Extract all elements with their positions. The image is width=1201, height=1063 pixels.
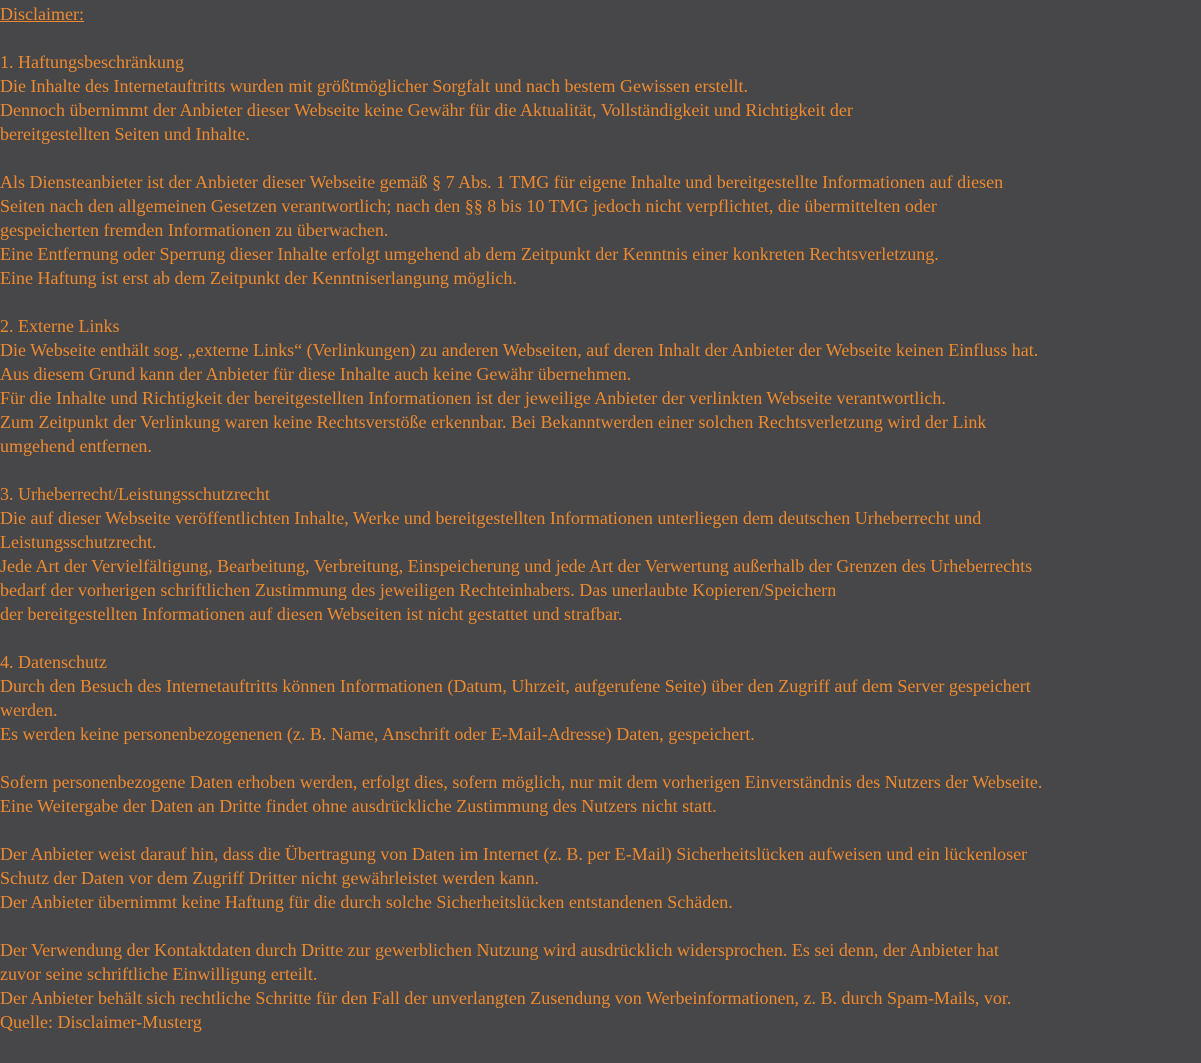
text-line: Der Anbieter weist darauf hin, dass die Übertragung von Daten im Internet (z. B. per E-Mail) Sicherheitslücken aufweisen und ein lückenloser — [0, 844, 1028, 864]
paragraph-spacer — [0, 146, 1201, 170]
text-line: 2. Externe Links — [0, 316, 120, 336]
text-line: Schutz der Daten vor dem Zugriff Dritter nicht gewährleistet werden kann. — [0, 868, 539, 888]
text-line: Eine Haftung ist erst ab dem Zeitpunkt der Kenntniserlangung möglich. — [0, 268, 517, 288]
text-line: Aus diesem Grund kann der Anbieter für diese Inhalte auch keine Gewähr übernehmen. — [0, 364, 632, 384]
text-line: Zum Zeitpunkt der Verlinkung waren keine Rechtsverstöße erkennbar. Bei Bekanntwerden einer solchen Rechtsverletzung wird der Link — [0, 412, 987, 432]
paragraph-block — [0, 50, 1201, 146]
text-line: Eine Weitergabe der Daten an Dritte findet ohne ausdrückliche Zustimmung des Nutzers nicht statt. — [0, 796, 717, 816]
text-line: Für die Inhalte und Richtigkeit der bereitgestellten Informationen ist der jeweilige Anbieter der verlinkten Webseite verantwortlich. — [0, 388, 946, 408]
text-line: der bereitgestellten Informationen auf diesen Webseiten ist nicht gestattet und strafbar. — [0, 604, 623, 624]
paragraph-spacer — [0, 746, 1201, 770]
text-line: zuvor seine schriftliche Einwilligung erteilt. — [0, 964, 318, 984]
paragraph-spacer — [0, 26, 1201, 50]
paragraph-block — [0, 314, 1201, 458]
text-line: Als Diensteanbieter ist der Anbieter dieser Webseite gemäß § 7 Abs. 1 TMG für eigene Inhalte und bereitgestellte Informationen auf diesen — [0, 172, 1004, 192]
paragraph-block — [0, 170, 1201, 290]
text-line: Der Anbieter behält sich rechtliche Schritte für den Fall der unverlangten Zusendung von Werbeinformationen, z. B. durch Spam-Mails, vor. — [0, 988, 1012, 1008]
text-line: Durch den Besuch des Internetauftritts können Informationen (Datum, Uhrzeit, aufgerufene Seite) über den Zugriff auf dem Server gespeichert — [0, 676, 1031, 696]
text-line: Eine Entfernung oder Sperrung dieser Inhalte erfolgt umgehend ab dem Zeitpunkt der Kenntnis einer konkreten Rechtsverletzung. — [0, 244, 939, 264]
text-line: umgehend entfernen. — [0, 436, 152, 456]
paragraph-spacer — [0, 626, 1201, 650]
text-line: Seiten nach den allgemeinen Gesetzen verantwortlich; nach den §§ 8 bis 10 TMG jedoch nicht verpflichtet, die übermittelten oder — [0, 196, 937, 216]
paragraph-block — [0, 482, 1201, 626]
paragraph-block — [0, 770, 1201, 818]
text-line: 4. Datenschutz — [0, 652, 107, 672]
text-line: Es werden keine personenbezogenenen (z. B. Name, Anschrift oder E-Mail-Adresse) Daten, gespeichert. — [0, 724, 755, 744]
text-line: werden. — [0, 700, 58, 720]
text-line: Leistungsschutzrecht. — [0, 532, 157, 552]
text-line: Die Inhalte des Internetauftritts wurden mit größtmöglicher Sorgfalt und nach bestem Gewissen erstellt. — [0, 76, 748, 96]
text-line: Jede Art der Vervielfältigung, Bearbeitung, Verbreitung, Einspeicherung und jede Art der Verwertung außerhalb der Grenzen des Urheberrechts — [0, 556, 1033, 576]
paragraph-block — [0, 650, 1201, 746]
text-line: 1. Haftungsbeschränkung — [0, 52, 184, 72]
text-line: Der Verwendung der Kontaktdaten durch Dritte zur gewerblichen Nutzung wird ausdrücklich widersprochen. Es sei denn, der Anbieter hat — [0, 940, 999, 960]
disclaimer-body — [0, 26, 1201, 1034]
text-line: Der Anbieter übernimmt keine Haftung für die durch solche Sicherheitslücken entstandenen Schäden. — [0, 892, 733, 912]
paragraph-spacer — [0, 818, 1201, 842]
text-line: Quelle: Disclaimer-Musterg — [0, 1012, 202, 1032]
text-line: bedarf der vorherigen schriftlichen Zustimmung des jeweiligen Rechteinhabers. Das unerlaubte Kopieren/Speichern — [0, 580, 837, 600]
paragraph-spacer — [0, 458, 1201, 482]
paragraph-block — [0, 938, 1201, 1034]
text-line: bereitgestellten Seiten und Inhalte. — [0, 124, 250, 144]
text-line: gespeicherten fremden Informationen zu überwachen. — [0, 220, 389, 240]
text-line: 3. Urheberrecht/Leistungsschutzrecht — [0, 484, 270, 504]
text-line: Die Webseite enthält sog. „externe Links“ (Verlinkungen) zu anderen Webseiten, auf deren Inhalt der Anbieter der Webseite keinen Einfluss hat. — [0, 340, 1039, 360]
text-line: Die auf dieser Webseite veröffentlichten Inhalte, Werke und bereitgestellten Informationen unterliegen dem deutschen Urheberrecht und — [0, 508, 982, 528]
disclaimer-heading: Disclaimer: — [0, 4, 84, 24]
paragraph-spacer — [0, 290, 1201, 314]
text-line: Sofern personenbezogene Daten erhoben werden, erfolgt dies, sofern möglich, nur mit dem vorherigen Einverständnis des Nutzers der Webseite. — [0, 772, 1043, 792]
text-line: Dennoch übernimmt der Anbieter dieser Webseite keine Gewähr für die Aktualität, Vollständigkeit und Richtigkeit der — [0, 100, 853, 120]
paragraph-spacer — [0, 914, 1201, 938]
paragraph-block — [0, 842, 1201, 914]
